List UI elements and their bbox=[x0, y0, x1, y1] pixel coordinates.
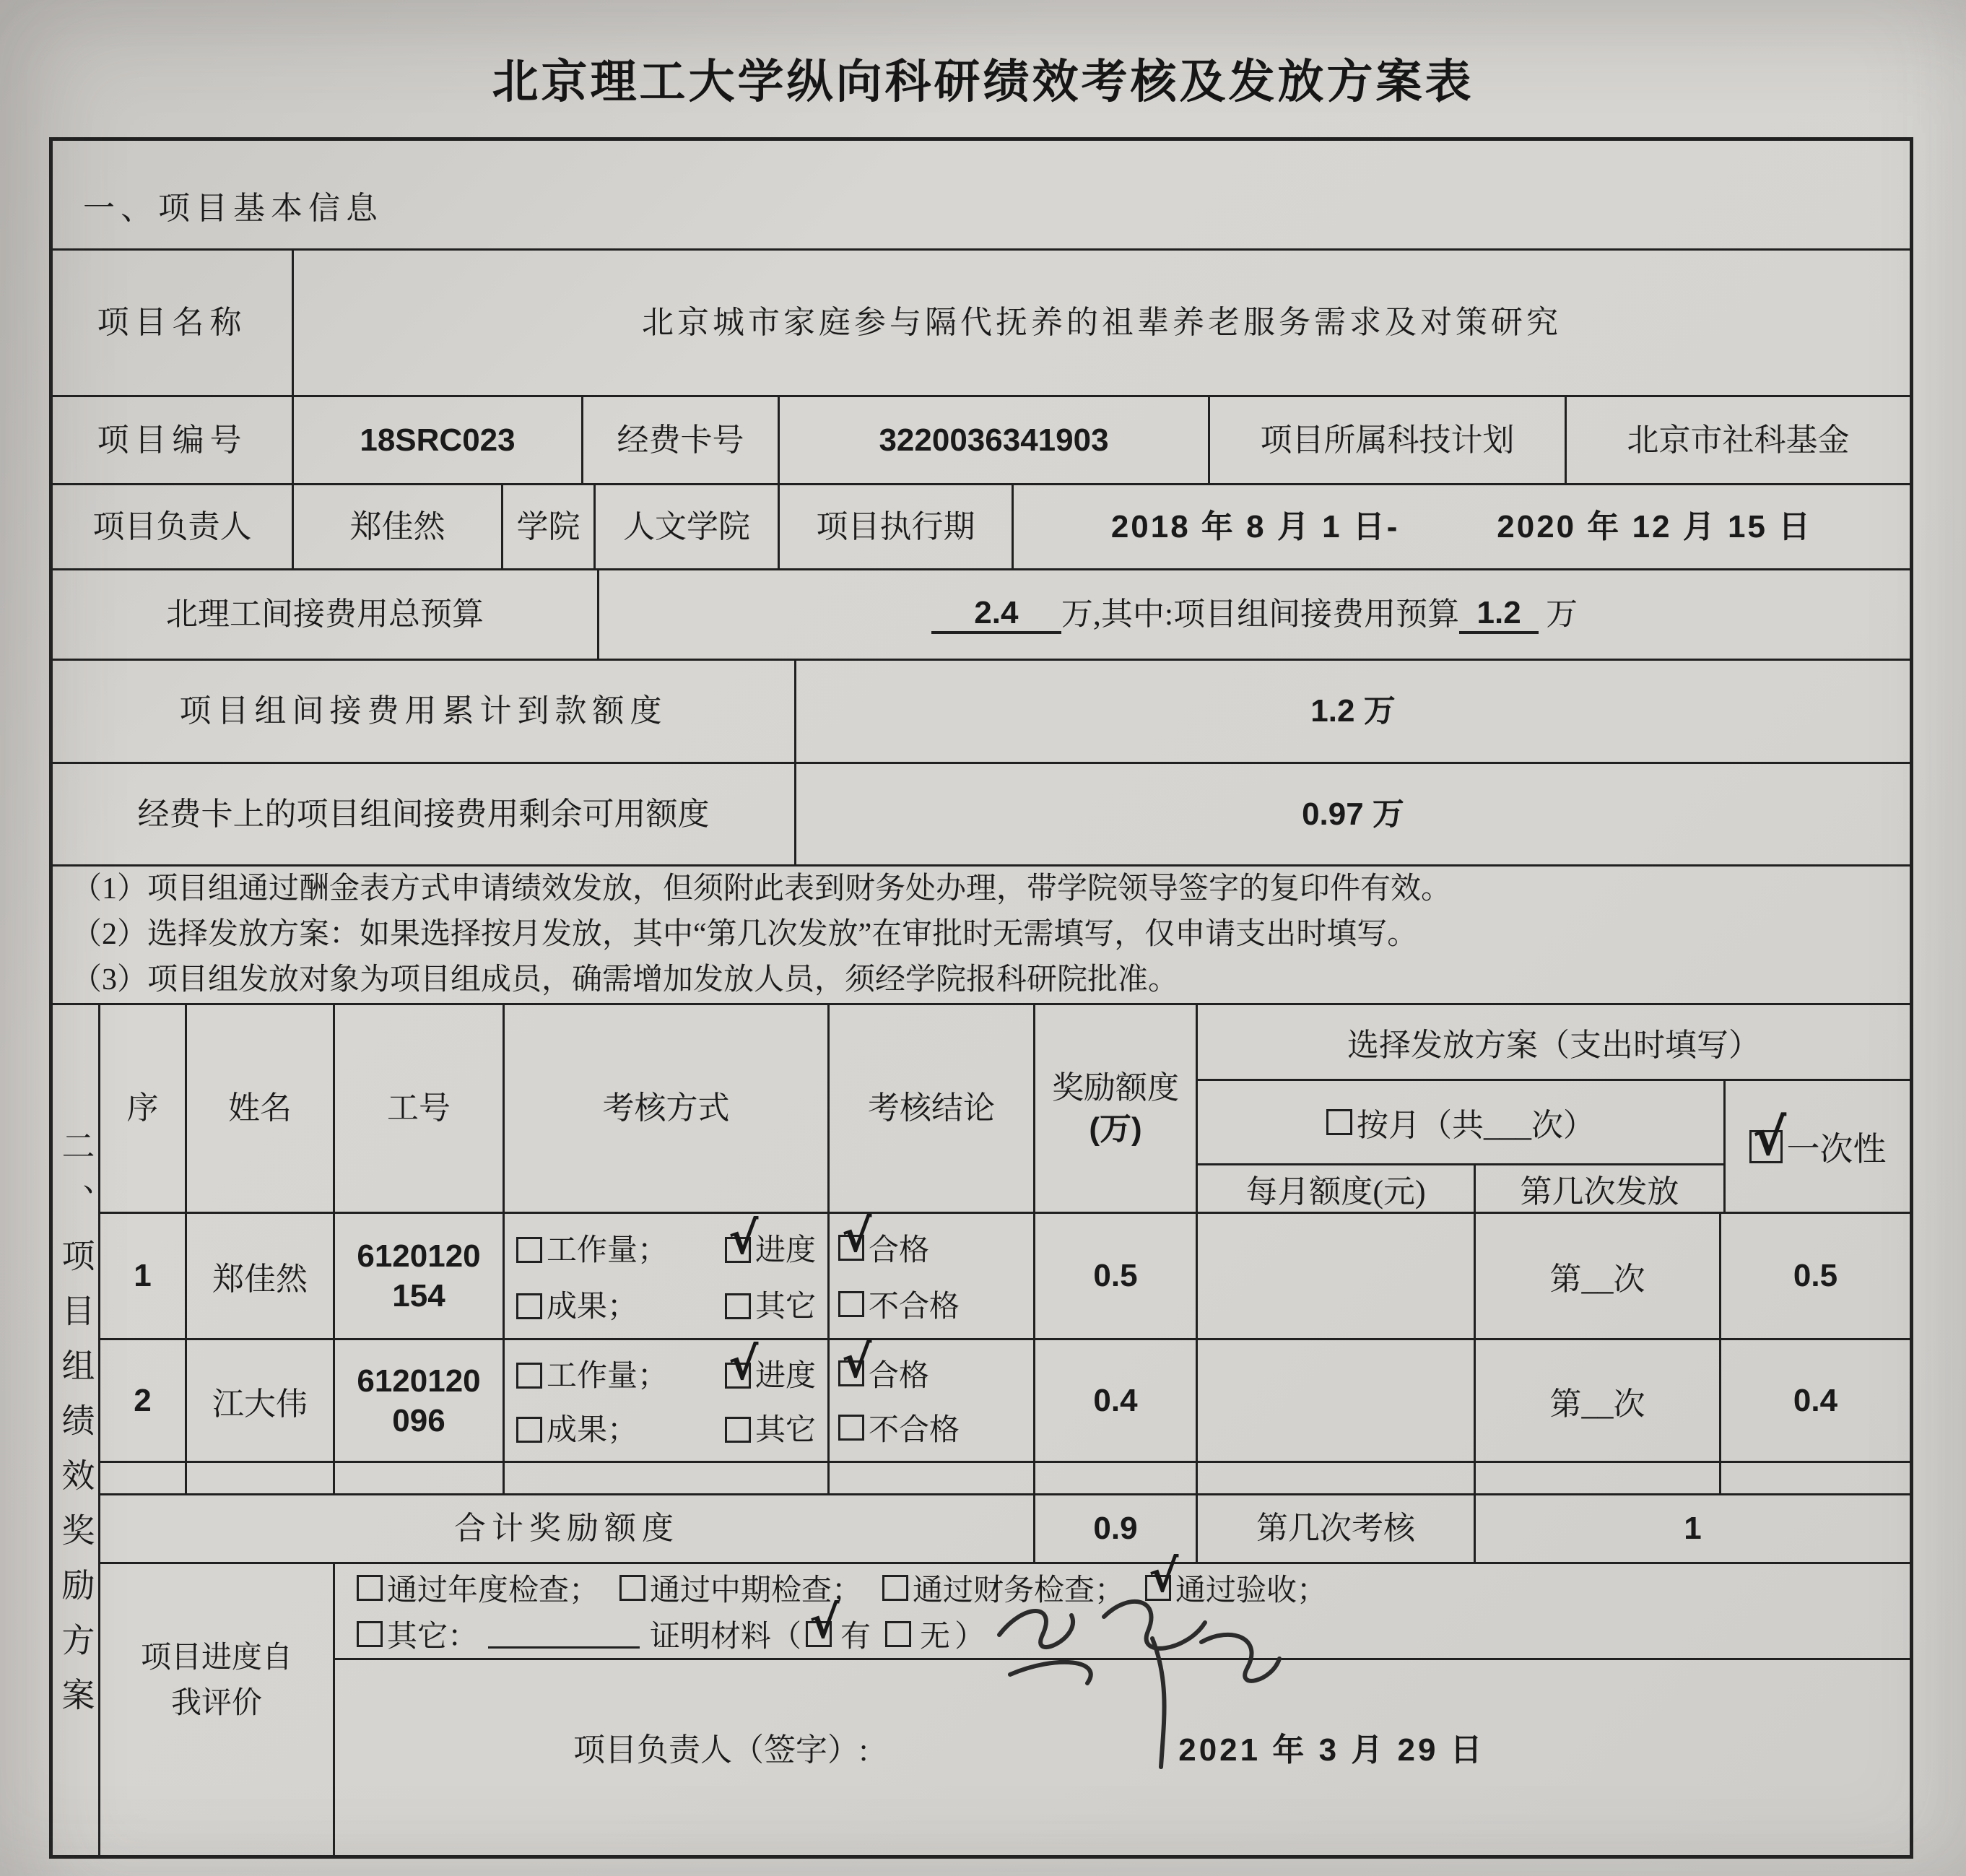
checkbox-other-check[interactable] bbox=[357, 1621, 383, 1647]
member-row-1 bbox=[100, 1214, 1910, 1340]
row2-reward: 0.4 bbox=[1093, 1382, 1138, 1418]
midterm-check-label: 通过中期检查； bbox=[650, 1574, 863, 1608]
monthly-label: 按月（共___次） bbox=[1357, 1108, 1595, 1143]
section2-side-label: 二、项目组绩效奖励方案 bbox=[53, 1005, 100, 1855]
checkbox-progress-row2[interactable] bbox=[725, 1363, 751, 1389]
achieve-label: 成果； bbox=[547, 1290, 638, 1324]
checkbox-workload-row1[interactable] bbox=[516, 1237, 542, 1263]
col-monthly-amount: 每月额度(元) bbox=[1245, 1174, 1426, 1210]
budget-mid-label: 万,其中:项目组间接费用预算 bbox=[1061, 596, 1460, 633]
row1-seq: 1 bbox=[134, 1258, 152, 1293]
project-name-value: 北京城市家庭参与隔代抚养的祖辈养老服务需求及对策研究 bbox=[642, 305, 1562, 341]
checkbox-finance-check[interactable] bbox=[882, 1575, 908, 1601]
checkbox-annual-check[interactable] bbox=[357, 1575, 383, 1601]
other-label: 其它 bbox=[754, 1290, 816, 1324]
acceptance-check-label: 通过验收； bbox=[1175, 1574, 1328, 1608]
plan-title: 选择发放方案（支出时填写） bbox=[1198, 1005, 1910, 1081]
eval-label-line2: 我评价 bbox=[170, 1686, 262, 1720]
row2-id-line1: 6120120 bbox=[357, 1363, 481, 1399]
checkbox-achieve-row1[interactable] bbox=[516, 1293, 542, 1319]
project-name-row bbox=[53, 251, 1910, 397]
signature-handwriting bbox=[956, 1566, 1288, 1783]
evaluation-block bbox=[100, 1564, 1910, 1797]
checkbox-pass-row2[interactable] bbox=[838, 1360, 864, 1386]
evidence-close-paren: ） bbox=[954, 1620, 986, 1654]
fund-card-value: 3220036341903 bbox=[879, 422, 1109, 458]
school-value: 人文学院 bbox=[623, 508, 750, 544]
once-label: 一次性 bbox=[1786, 1130, 1887, 1168]
checkbox-once[interactable] bbox=[1749, 1130, 1783, 1163]
checkbox-evidence-none[interactable] bbox=[885, 1621, 911, 1647]
project-pi-row bbox=[53, 485, 1910, 570]
checkbox-other-row1[interactable] bbox=[725, 1293, 751, 1319]
total-row bbox=[100, 1495, 1910, 1564]
checkbox-fail-row2[interactable] bbox=[838, 1415, 864, 1441]
remain-value: 0.97 万 bbox=[1302, 796, 1404, 832]
evidence-none-label: 无 bbox=[920, 1620, 951, 1654]
arrived-value: 1.2 万 bbox=[1310, 693, 1396, 729]
remain-row bbox=[53, 764, 1910, 867]
row1-nth-issue: 第__次 bbox=[1549, 1261, 1645, 1297]
checkbox-workload-row2[interactable] bbox=[516, 1363, 542, 1389]
checkbox-pass-row1[interactable] bbox=[838, 1235, 864, 1261]
project-code-label: 项目编号 bbox=[97, 422, 248, 458]
pass-label: 合格 bbox=[869, 1234, 930, 1268]
section2-header bbox=[100, 1005, 1910, 1214]
signature-date: 2021 年 3 月 29 日 bbox=[1178, 1732, 1485, 1768]
annual-check-label: 通过年度检查； bbox=[387, 1574, 600, 1608]
progress-label: 进度 bbox=[754, 1359, 816, 1393]
row2-id-line2: 096 bbox=[392, 1402, 445, 1438]
row1-once-amount: 0.5 bbox=[1793, 1258, 1838, 1293]
col-seq: 序 bbox=[126, 1090, 159, 1126]
fail-label: 不合格 bbox=[869, 1290, 960, 1324]
evidence-label: 证明材料（ bbox=[650, 1620, 802, 1654]
checkbox-other-row2[interactable] bbox=[725, 1417, 751, 1443]
arrived-row bbox=[53, 661, 1910, 764]
section1-heading: 一、项目基本信息 bbox=[83, 190, 383, 226]
other-label: 其它 bbox=[754, 1414, 816, 1448]
signer-label: 项目负责人（签字）: bbox=[573, 1732, 869, 1768]
fund-card-label: 经费卡号 bbox=[617, 422, 744, 458]
program-value: 北京市社科基金 bbox=[1627, 422, 1850, 458]
remain-label: 经费卡上的项目组间接费用剩余可用额度 bbox=[137, 796, 710, 832]
col-name: 姓名 bbox=[228, 1090, 292, 1126]
checkbox-midterm-check[interactable] bbox=[619, 1575, 645, 1601]
workload-label: 工作量； bbox=[547, 1234, 669, 1268]
pi-label: 项目负责人 bbox=[92, 508, 252, 544]
achieve-label: 成果； bbox=[547, 1414, 638, 1448]
row2-nth-issue: 第__次 bbox=[1549, 1386, 1645, 1422]
school-label: 学院 bbox=[516, 508, 580, 544]
note-1: （1）项目组通过酬金表方式申请绩效发放，但须附此表到财务处办理，带学院领导签字的复印件有效。 bbox=[71, 872, 1452, 906]
other-blank-field[interactable] bbox=[488, 1620, 640, 1649]
workload-label: 工作量； bbox=[547, 1359, 669, 1393]
eval-label-line1: 项目进度自 bbox=[140, 1641, 292, 1675]
budget-row bbox=[53, 570, 1910, 661]
row1-name: 郑佳然 bbox=[212, 1261, 308, 1297]
col-reward-line2: (万) bbox=[1089, 1111, 1142, 1147]
nth-assessment-label: 第几次考核 bbox=[1256, 1511, 1415, 1547]
period-end: 2020 年 12 月 15 日 bbox=[1497, 508, 1813, 544]
project-name-label: 项目名称 bbox=[97, 305, 248, 341]
clipped-bottom-row bbox=[100, 1797, 1910, 1855]
form-title: 北京理工大学纵向科研绩效考核及发放方案表 bbox=[492, 56, 1474, 108]
project-code-value: 18SRC023 bbox=[360, 422, 516, 458]
nth-assessment-value: 1 bbox=[1684, 1511, 1702, 1547]
col-id: 工号 bbox=[387, 1090, 451, 1126]
progress-label: 进度 bbox=[754, 1234, 816, 1268]
form-table bbox=[49, 137, 1913, 1859]
row1-id-line2: 154 bbox=[392, 1278, 445, 1313]
col-conclusion: 考核结论 bbox=[868, 1090, 995, 1126]
col-method: 考核方式 bbox=[602, 1090, 730, 1126]
pi-value: 郑佳然 bbox=[349, 508, 445, 544]
signature-area bbox=[335, 1660, 1910, 1797]
section1-heading-row bbox=[53, 141, 1910, 251]
project-code-row bbox=[53, 397, 1910, 485]
member-row-2 bbox=[100, 1340, 1910, 1463]
row2-once-amount: 0.4 bbox=[1793, 1382, 1838, 1418]
empty-row bbox=[100, 1463, 1910, 1495]
checkbox-evidence-have[interactable] bbox=[806, 1621, 832, 1647]
row1-reward: 0.5 bbox=[1093, 1258, 1138, 1293]
evidence-have-label: 有 bbox=[840, 1620, 871, 1654]
budget-sub-value: 1.2 bbox=[1459, 595, 1539, 634]
checkbox-monthly[interactable] bbox=[1326, 1109, 1352, 1135]
budget-total-value: 2.4 bbox=[931, 595, 1061, 634]
col-nth-issue: 第几次发放 bbox=[1520, 1174, 1679, 1210]
pass-label: 合格 bbox=[869, 1359, 930, 1393]
finance-check-label: 通过财务检查； bbox=[913, 1574, 1126, 1608]
period-start: 2018 年 8 月 1 日- bbox=[1110, 508, 1400, 544]
notes-row bbox=[53, 867, 1910, 1005]
budget-label: 北理工间接费用总预算 bbox=[166, 596, 484, 633]
total-value: 0.9 bbox=[1093, 1511, 1138, 1547]
arrived-label: 项目组间接费用累计到款额度 bbox=[179, 693, 668, 729]
note-2: （2）选择发放方案：如果选择按月发放，其中“第几次发放”在审批时无需填写，仅申请支出时填写。 bbox=[71, 918, 1418, 951]
period-label: 项目执行期 bbox=[816, 508, 975, 544]
program-label: 项目所属科技计划 bbox=[1260, 422, 1515, 458]
col-reward-line1: 奖励额度 bbox=[1052, 1069, 1179, 1106]
row2-seq: 2 bbox=[134, 1382, 152, 1418]
section2 bbox=[53, 1005, 1910, 1855]
row2-name: 江大伟 bbox=[212, 1386, 308, 1422]
other-check-label: 其它： bbox=[387, 1620, 479, 1654]
total-label: 合计奖励额度 bbox=[454, 1511, 679, 1547]
checkbox-fail-row1[interactable] bbox=[838, 1291, 864, 1317]
row1-id-line1: 6120120 bbox=[357, 1238, 481, 1274]
checkbox-achieve-row2[interactable] bbox=[516, 1417, 542, 1443]
budget-unit: 万 bbox=[1546, 596, 1578, 633]
note-3: （3）项目组发放对象为项目组成员，确需增加发放人员，须经学院报科研院批准。 bbox=[71, 963, 1179, 996]
fail-label: 不合格 bbox=[869, 1414, 960, 1448]
checkbox-progress-row1[interactable] bbox=[725, 1237, 751, 1263]
